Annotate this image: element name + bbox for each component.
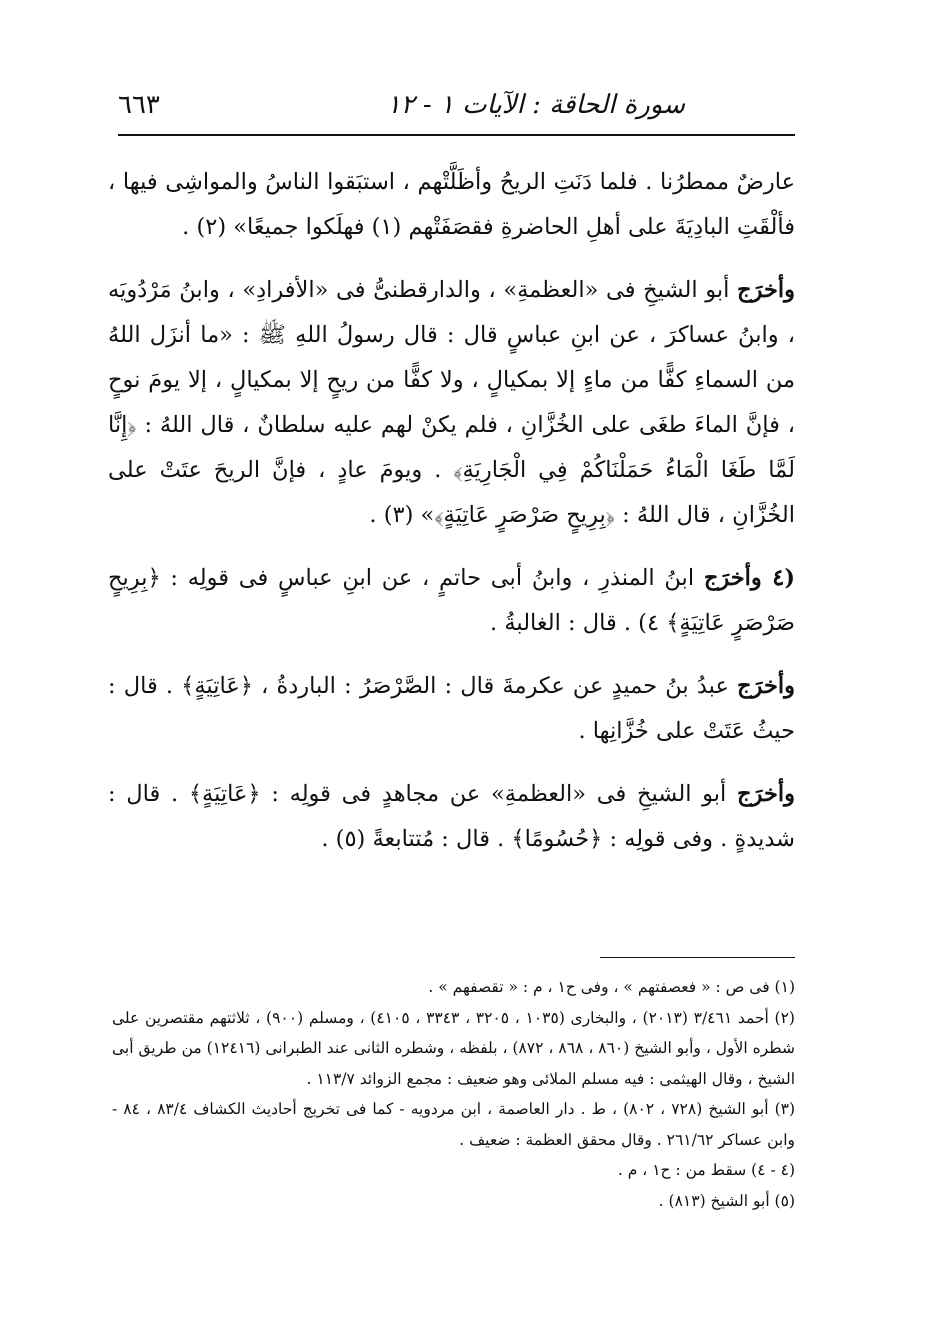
- paragraph-text: ابنُ المنذرِ ، وابنُ أبى حاتمٍ ، عن ابنِ عباسٍ فى قولِه : ﴿بِرِيحٍ صَرْصَرٍ عَاتِيَةٍ﴾ ٤) . قال : الغالبةُ .: [108, 565, 795, 636]
- paragraph: [108, 556, 795, 646]
- paragraph-lead: وأخرَج: [737, 673, 795, 699]
- paragraph-lead: (٤ وأخرَج: [703, 565, 795, 591]
- paragraph: [108, 160, 795, 250]
- paragraph-lead: وأخرَج: [737, 277, 795, 303]
- footnote-separator: [600, 957, 795, 958]
- paragraph-text: أبو الشيخِ فى «العظمةِ» ، والدارقطنىُّ فى «الأفرادِ» ، وابنُ مَرْدُويَه ، وابنُ عساكرَ ، عن ابنِ عباسٍ قال : قال رسولُ اللهِ ﷺ : «ما أنزَل اللهُ من السماءِ كفًّا من ماءٍ إلا بمكيالٍ ، ولا كفًّا من ريحٍ إلا بمكيالٍ ، إلا يومَ نوحٍ ، فإنَّ الماءَ طغَى على الخُزَّانِ ، فلم يكنْ لهم عليه سلطانٌ ، قال اللهُ : ﴿إِنَّا لَمَّا طَغَا الْمَاءُ حَمَلْنَاكُمْ فِي الْجَارِيَةِ﴾ . ويومَ عادٍ ، فإنَّ الريحَ عتَتْ على الخُزَّانِ ، قال اللهُ : ﴿بِرِيحٍ صَرْصَرٍ عَاتِيَةٍ﴾» (٣) .: [108, 277, 795, 528]
- paragraph: [108, 268, 795, 538]
- paragraph-text: أبو الشيخِ فى «العظمةِ» عن مجاهدٍ فى قولِه : ﴿عَاتِيَةٍ﴾ . قال : شديدةٍ . وفى قولِه : ﴿حُسُومًا﴾ . قال : مُتتابعةً (٥) .: [108, 781, 795, 852]
- paragraph-lead: وأخرَج: [737, 781, 795, 807]
- surah-title: سورة الحاقة : الآيات ١ - ١٢: [386, 90, 685, 120]
- paragraph-text: عبدُ بنُ حميدٍ عن عكرمةَ قال : الصَّرْصَرُ : الباردةُ ، ﴿عَاتِيَةٍ﴾ . قال : حيثُ عَتَتْ على خُزَّانِها .: [108, 673, 795, 744]
- paragraph: [108, 772, 795, 862]
- footnote: (٤ - ٤) سقط من : ح١ ، م .: [617, 1161, 795, 1179]
- footnote: (٢) أحمد ٣/٤٦١ (٢٠١٣) ، والبخارى (١٠٣٥ ، ٣٢٠٥ ، ٣٣٤٣ ، ٤١٠٥) ، ومسلم (٩٠٠) ، ثلاثتهم مقتصرين على شطره الأول ، وأبو الشيخ (٨٦٠ ، ٨٦٨ ، ٨٧٢) ، بلفظه ، وشطره الثانى عند الطبرانى (١٢٤١٦) من طريق أبى الشيخ ، وقال الهيثمى : فيه مسلم الملائى وهو ضعيف : مجمع الزوائد ١١٣/٧ .: [112, 1008, 796, 1088]
- footnote: (٣) أبو الشيخ (٧٢٨ ، ٨٠٢) ، ط . دار العاصمة ، ابن مردويه - كما فى تخريج أحاديث الكشاف ٨٣/٤ ، ٨٤ - وابن عساكر ٢٦١/٦٢ . وقال محقق العظمة : ضعيف .: [112, 1100, 796, 1149]
- footnote: (٥) أبو الشيخ (٨١٣) .: [658, 1191, 795, 1210]
- page-number: ٦٦٣: [118, 90, 160, 120]
- paragraph-text: عارضٌ ممطرُنا . فلما دَنَتِ الريحُ وأظَلَّتْهم ، استبَقوا الناسُ والمواشِى فيها ، فألْقَتِ البادِيَةَ على أهلِ الحاضرةِ فقصَفَتْهم (١) فهلَكوا جميعًا» (٢) .: [108, 169, 795, 240]
- paragraph: [108, 664, 795, 754]
- main-text: [108, 160, 795, 880]
- footnotes: [112, 972, 795, 1216]
- footnote: (١) فى ص : « فعصفتهم » ، وفى ح١ ، م : « تقصفهم » .: [428, 978, 795, 996]
- running-header: [118, 88, 795, 128]
- header-rule: [118, 134, 795, 136]
